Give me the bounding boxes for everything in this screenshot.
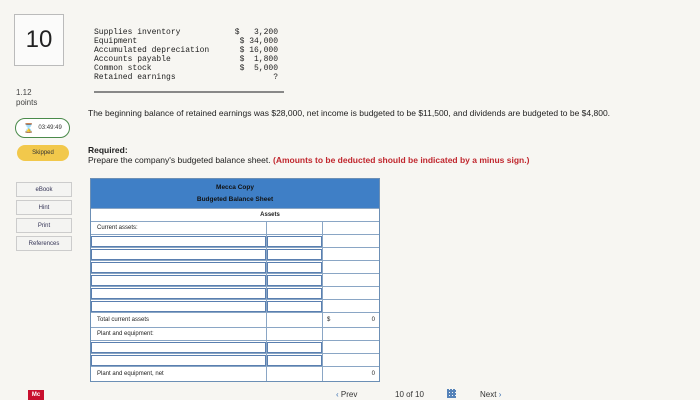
total-current-assets-value — [323, 313, 379, 327]
currency-sign: $ — [327, 317, 331, 323]
divider — [94, 91, 284, 93]
table-row — [91, 327, 379, 340]
current-asset-name-input[interactable] — [91, 288, 266, 299]
problem-text: The beginning balance of retained earnings was $28,000, net income is budgeted to be $11,500, and dividends are budgeted to be $4,800. — [88, 108, 611, 118]
total-current-assets-amount: 0 — [371, 317, 375, 323]
publisher-logo: Mc — [28, 390, 44, 400]
plant-equipment-label: Plant and equipment: — [91, 328, 267, 340]
sheet-title: Budgeted Balance Sheet — [196, 196, 274, 203]
assets-heading: Assets — [260, 212, 280, 218]
table-row — [91, 260, 379, 273]
list-item: Accumulated depreciation $ 16,000 — [94, 46, 278, 55]
current-asset-name-input[interactable] — [91, 275, 266, 286]
list-item: Retained earnings ? — [94, 73, 278, 82]
question-rail — [0, 0, 78, 400]
table-row — [91, 353, 379, 366]
table-row — [91, 221, 379, 234]
plant-item-amount-input[interactable] — [267, 342, 322, 353]
plant-item-name-input[interactable] — [91, 355, 266, 366]
table-row — [91, 299, 379, 312]
points-label: points — [16, 98, 38, 107]
list-item: Common stock $ 5,000 — [94, 64, 278, 73]
current-asset-amount-input[interactable] — [267, 236, 322, 247]
current-asset-amount-input[interactable] — [267, 288, 322, 299]
total-current-assets-label: Total current assets — [91, 313, 267, 327]
current-asset-amount-input[interactable] — [267, 301, 322, 312]
ebook-button[interactable]: eBook — [16, 182, 72, 197]
given-data-list — [94, 28, 278, 82]
required-text: Prepare the company's budgeted balance sheet. — [88, 155, 271, 165]
sheet-header — [91, 179, 379, 208]
page-indicator: 10 of 10 — [395, 390, 424, 399]
plant-equipment-net-amount: 0 — [371, 371, 375, 377]
current-asset-name-input[interactable] — [91, 301, 266, 312]
list-item: Equipment $ 34,000 — [94, 37, 278, 46]
hourglass-icon: ⌛ — [23, 122, 35, 133]
current-assets-label: Current assets: — [91, 222, 267, 234]
current-asset-amount-input[interactable] — [267, 262, 322, 273]
current-asset-name-input[interactable] — [91, 262, 266, 273]
table-row — [91, 273, 379, 286]
references-button[interactable]: References — [16, 236, 72, 251]
status-badge[interactable]: Skipped — [17, 145, 69, 161]
current-asset-amount-input[interactable] — [267, 249, 322, 260]
points-info — [16, 88, 37, 108]
hint-button[interactable]: Hint — [16, 200, 72, 215]
timer-value: 03:49:49 — [38, 125, 62, 131]
table-row — [91, 208, 379, 221]
balance-sheet-table — [90, 178, 380, 382]
requirement — [88, 145, 529, 165]
list-item: Supplies inventory $ 3,200 — [94, 28, 278, 37]
table-row — [91, 286, 379, 299]
chevron-left-icon: ‹ — [336, 390, 339, 399]
table-row — [91, 247, 379, 260]
question-grid-icon[interactable] — [447, 389, 456, 398]
prev-button[interactable]: ‹ Prev — [336, 390, 358, 399]
table-row — [91, 312, 379, 327]
table-row — [91, 340, 379, 353]
required-heading: Required: — [88, 145, 128, 155]
company-name: Mecca Copy — [216, 184, 254, 191]
next-button[interactable]: Next › — [480, 390, 502, 399]
plant-equipment-net-label: Plant and equipment, net — [91, 367, 267, 381]
table-row — [91, 366, 379, 381]
plant-item-name-input[interactable] — [91, 342, 266, 353]
plant-item-amount-input[interactable] — [267, 355, 322, 366]
points-value: 1.12 — [16, 88, 32, 97]
list-item: Accounts payable $ 1,800 — [94, 55, 278, 64]
question-number: 10 — [14, 14, 64, 66]
print-button[interactable]: Print — [16, 218, 72, 233]
chevron-right-icon: › — [498, 390, 502, 399]
current-asset-name-input[interactable] — [91, 236, 266, 247]
timer — [15, 118, 70, 138]
current-asset-name-input[interactable] — [91, 249, 266, 260]
table-row — [91, 234, 379, 247]
required-note: (Amounts to be deducted should be indicated by a minus sign.) — [272, 155, 530, 165]
current-asset-amount-input[interactable] — [267, 275, 322, 286]
